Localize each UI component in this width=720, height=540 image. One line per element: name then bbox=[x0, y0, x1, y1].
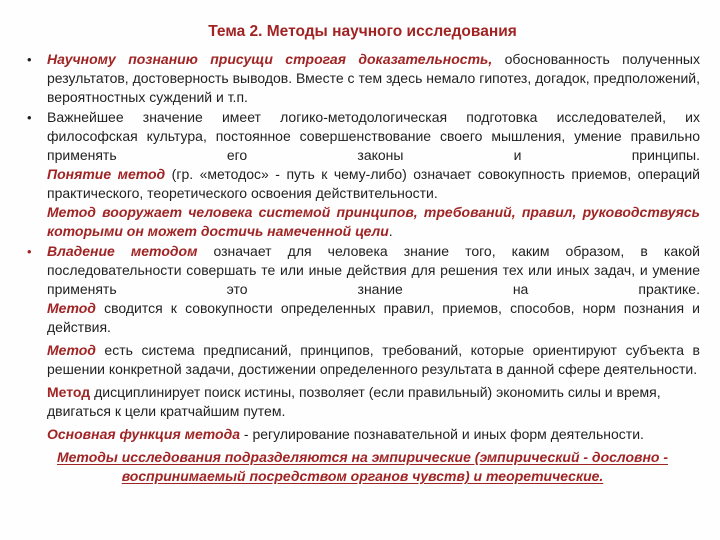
text-segment bbox=[47, 50, 700, 107]
bullet-item bbox=[25, 108, 700, 241]
text-segment bbox=[47, 299, 700, 337]
text-segment bbox=[47, 341, 700, 379]
paragraph bbox=[25, 425, 700, 444]
text-run: есть система предписаний, принципов, требований, которые ориентируют субъекта в решении конкретной задачи, достижении определенного результата в данной сфере деятельности. bbox=[47, 342, 700, 377]
text-run: . bbox=[388, 223, 393, 239]
text-segment bbox=[47, 108, 700, 165]
text-run: Метод вооружает человека системой принципов, требований, правил, руководствуясь которыми он может достичь намеченной цели bbox=[47, 204, 700, 239]
text-segment bbox=[47, 165, 700, 203]
text-run: Важнейшее значение имеет логико-методологическая подготовка исследователей, их философская культура, постоянное совершенствование своего мышления, умение правильно применять его законы и принципы. bbox=[47, 109, 700, 163]
text-segment bbox=[47, 383, 700, 421]
text-run: Метод bbox=[47, 342, 96, 358]
paragraph bbox=[25, 448, 700, 486]
bullet-marker: • bbox=[27, 110, 32, 125]
bullet-marker: • bbox=[27, 244, 32, 259]
slide-content bbox=[25, 50, 700, 486]
text-run: дисциплинирует поиск истины, позволяет (если правильный) экономить силы и время, двигаться к цели кратчайшим путем. bbox=[47, 384, 661, 419]
text-run: Научному познанию присущи строгая доказательность, bbox=[47, 51, 493, 67]
paragraph bbox=[25, 341, 700, 379]
text-run: Основная функция метода bbox=[47, 426, 241, 442]
text-segment bbox=[47, 242, 700, 299]
text-run: - регулирование познавательной и иных форм деятельности. bbox=[240, 426, 644, 442]
text-segment bbox=[47, 203, 700, 241]
bullet-marker: • bbox=[27, 52, 32, 67]
text-run: обоснованность полученных результатов, достоверность выводов. Вместе с тем здесь немало гипотез, догадок, предположений, вероятностных суждений и т.п. bbox=[47, 51, 700, 105]
text-run: сводится к совокупности определенных правил, приемов, способов, норм познания и действия. bbox=[47, 300, 700, 335]
text-run: Владение методом bbox=[47, 243, 198, 259]
text-run: Методы исследования подразделяются на эмпирические (эмпирический - дословно - воспринимаемый посредством органов чувств) и теоретические. bbox=[56, 449, 669, 484]
text-run: Понятие метод bbox=[47, 166, 166, 182]
text-segment bbox=[47, 425, 700, 444]
bullet-item bbox=[25, 242, 700, 337]
slide-title: Тема 2. Методы научного исследования bbox=[208, 23, 517, 40]
text-run: Метод bbox=[47, 384, 91, 400]
text-run: означает для человека знание того, каким образом, в какой последовательности совершать те или иные действия для решения тех или иных задач, и умение применять это знание на практике. bbox=[47, 243, 700, 297]
paragraph bbox=[25, 383, 700, 421]
text-segment bbox=[25, 448, 700, 486]
text-run: Метод bbox=[47, 300, 96, 316]
bullet-item bbox=[25, 50, 700, 107]
text-run: (гр. «методос» - путь к чему-либо) означает совокупность приемов, операций практического, теоретического освоения действительности. bbox=[47, 166, 700, 201]
